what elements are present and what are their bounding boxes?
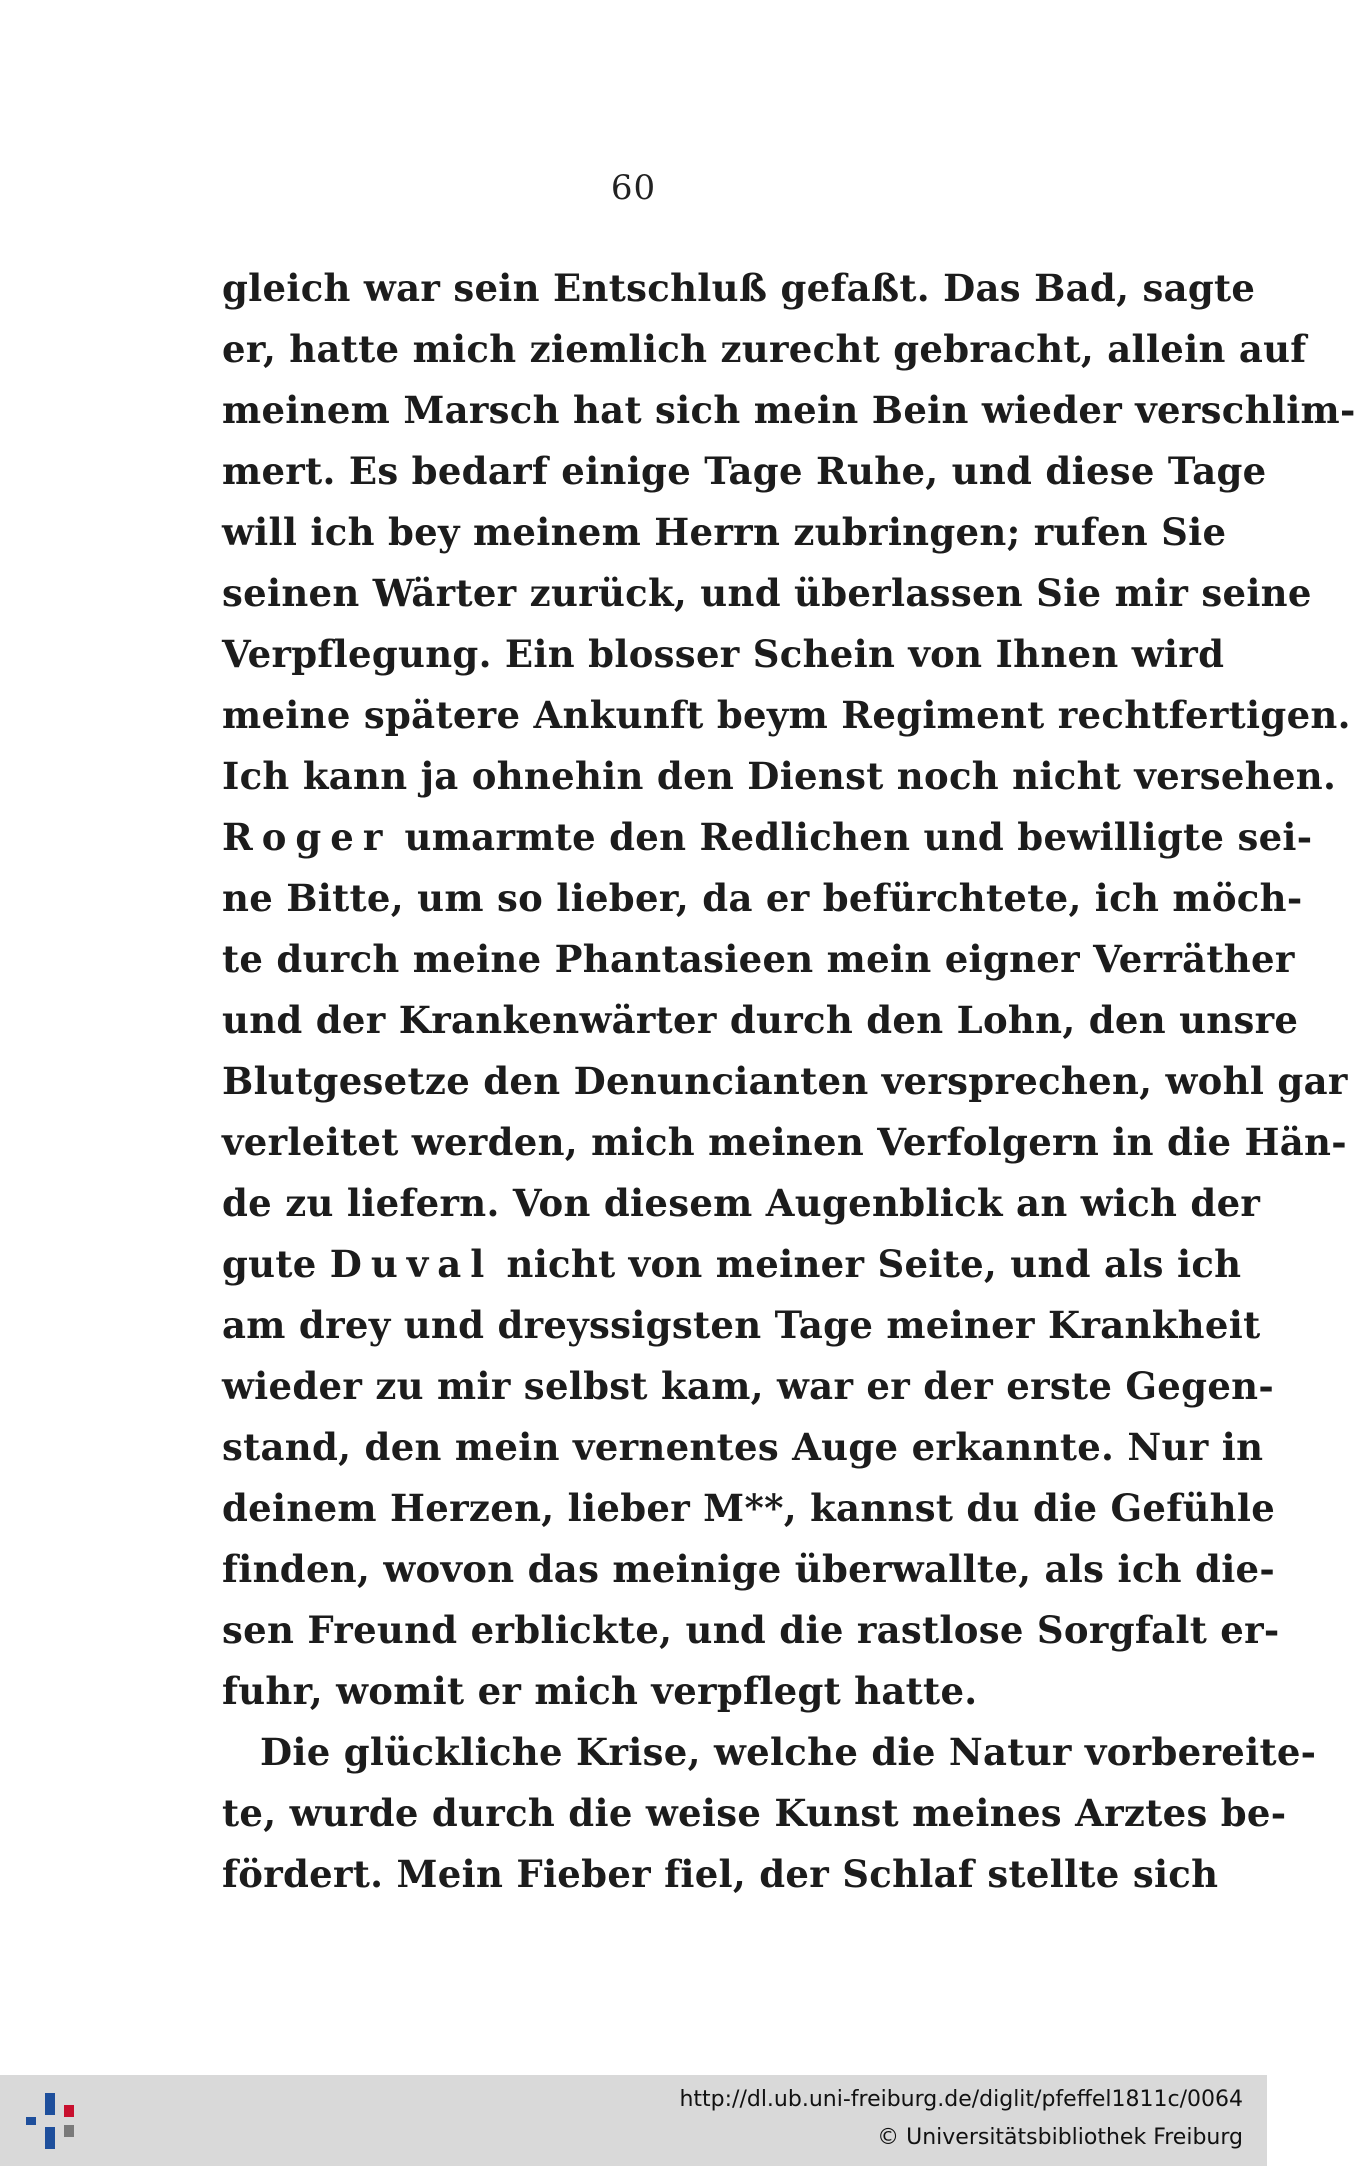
- text-line: meine spätere Ankunft beym Regiment rechtfertigen.: [222, 693, 1351, 737]
- text-line: fuhr, womit er mich verpflegt hatte.: [222, 1669, 978, 1713]
- footer-bar: [0, 2075, 1267, 2166]
- text-line: gleich war sein Entschluß gefaßt. Das Bad, sagte: [222, 266, 1256, 310]
- logo-bar-center-bottom: [45, 2127, 55, 2149]
- text-segment: umarmte den Redlichen und bewilligte sei-: [391, 815, 1313, 859]
- text-line: meinem Marsch hat sich mein Bein wieder verschlim-: [222, 388, 1356, 432]
- text-line: mert. Es bedarf einige Tage Ruhe, und diese Tage: [222, 449, 1267, 493]
- logo-bar-left: [26, 2117, 36, 2125]
- spaced-name: Roger: [222, 815, 392, 859]
- text-line: de zu liefern. Von diesem Augenblick an wich der: [222, 1181, 1261, 1225]
- text-line: finden, wovon das meinige überwallte, als ich die-: [222, 1547, 1276, 1591]
- text-segment: gute: [222, 1242, 330, 1286]
- text-line: fördert. Mein Fieber fiel, der Schlaf stellte sich: [222, 1852, 1219, 1896]
- logo-bar-right-top: [64, 2105, 74, 2117]
- text-line: [222, 1234, 1242, 1295]
- text-line: am drey und dreyssigsten Tage meiner Krankheit: [222, 1303, 1261, 1347]
- logo-bar-right-bottom: [64, 2125, 74, 2137]
- text-line: wieder zu mir selbst kam, war er der erste Gegen-: [222, 1364, 1275, 1408]
- text-line: [222, 807, 1313, 868]
- text-line: Verpflegung. Ein blosser Schein von Ihnen wird: [222, 632, 1225, 676]
- text-line: und der Krankenwärter durch den Lohn, den unsre: [222, 998, 1299, 1042]
- copyright-notice: © Universitätsbibliothek Freiburg: [877, 2125, 1243, 2150]
- text-line: Ich kann ja ohnehin den Dienst noch nicht versehen.: [222, 754, 1337, 798]
- text-line: er, hatte mich ziemlich zurecht gebracht, allein auf: [222, 327, 1307, 371]
- text-line: stand, den mein vernentes Auge erkannte. Nur in: [222, 1425, 1264, 1469]
- ub-freiburg-logo-icon[interactable]: [26, 2089, 74, 2153]
- text-line: Die glückliche Krise, welche die Natur vorbereite-: [260, 1730, 1317, 1774]
- text-line: ne Bitte, um so lieber, da er befürchtete, ich möch-: [222, 876, 1303, 920]
- text-line: deinem Herzen, lieber M**, kannst du die Gefühle: [222, 1486, 1276, 1530]
- text-line: te, wurde durch die weise Kunst meines Arztes be-: [222, 1791, 1287, 1835]
- logo-bar-center-top: [45, 2093, 55, 2115]
- text-line: verleitet werden, mich meinen Verfolgern in die Hän-: [222, 1120, 1347, 1164]
- source-url-link[interactable]: http://dl.ub.uni-freiburg.de/diglit/pfeffel1811c/0064: [679, 2087, 1243, 2112]
- page-number: 60: [610, 168, 657, 208]
- text-line: Blutgesetze den Denuncianten versprechen, wohl gar: [222, 1059, 1348, 1103]
- text-line: sen Freund erblickte, und die rastlose Sorgfalt er-: [222, 1608, 1280, 1652]
- text-line: te durch meine Phantasieen mein eigner Verräther: [222, 937, 1295, 981]
- text-line: seinen Wärter zurück, und überlassen Sie mir seine: [222, 571, 1312, 615]
- body-text: [222, 258, 1356, 1905]
- spaced-name: Duval: [329, 1242, 494, 1286]
- text-line: will ich bey meinem Herrn zubringen; rufen Sie: [222, 510, 1227, 554]
- text-segment: nicht von meiner Seite, und als ich: [493, 1242, 1242, 1286]
